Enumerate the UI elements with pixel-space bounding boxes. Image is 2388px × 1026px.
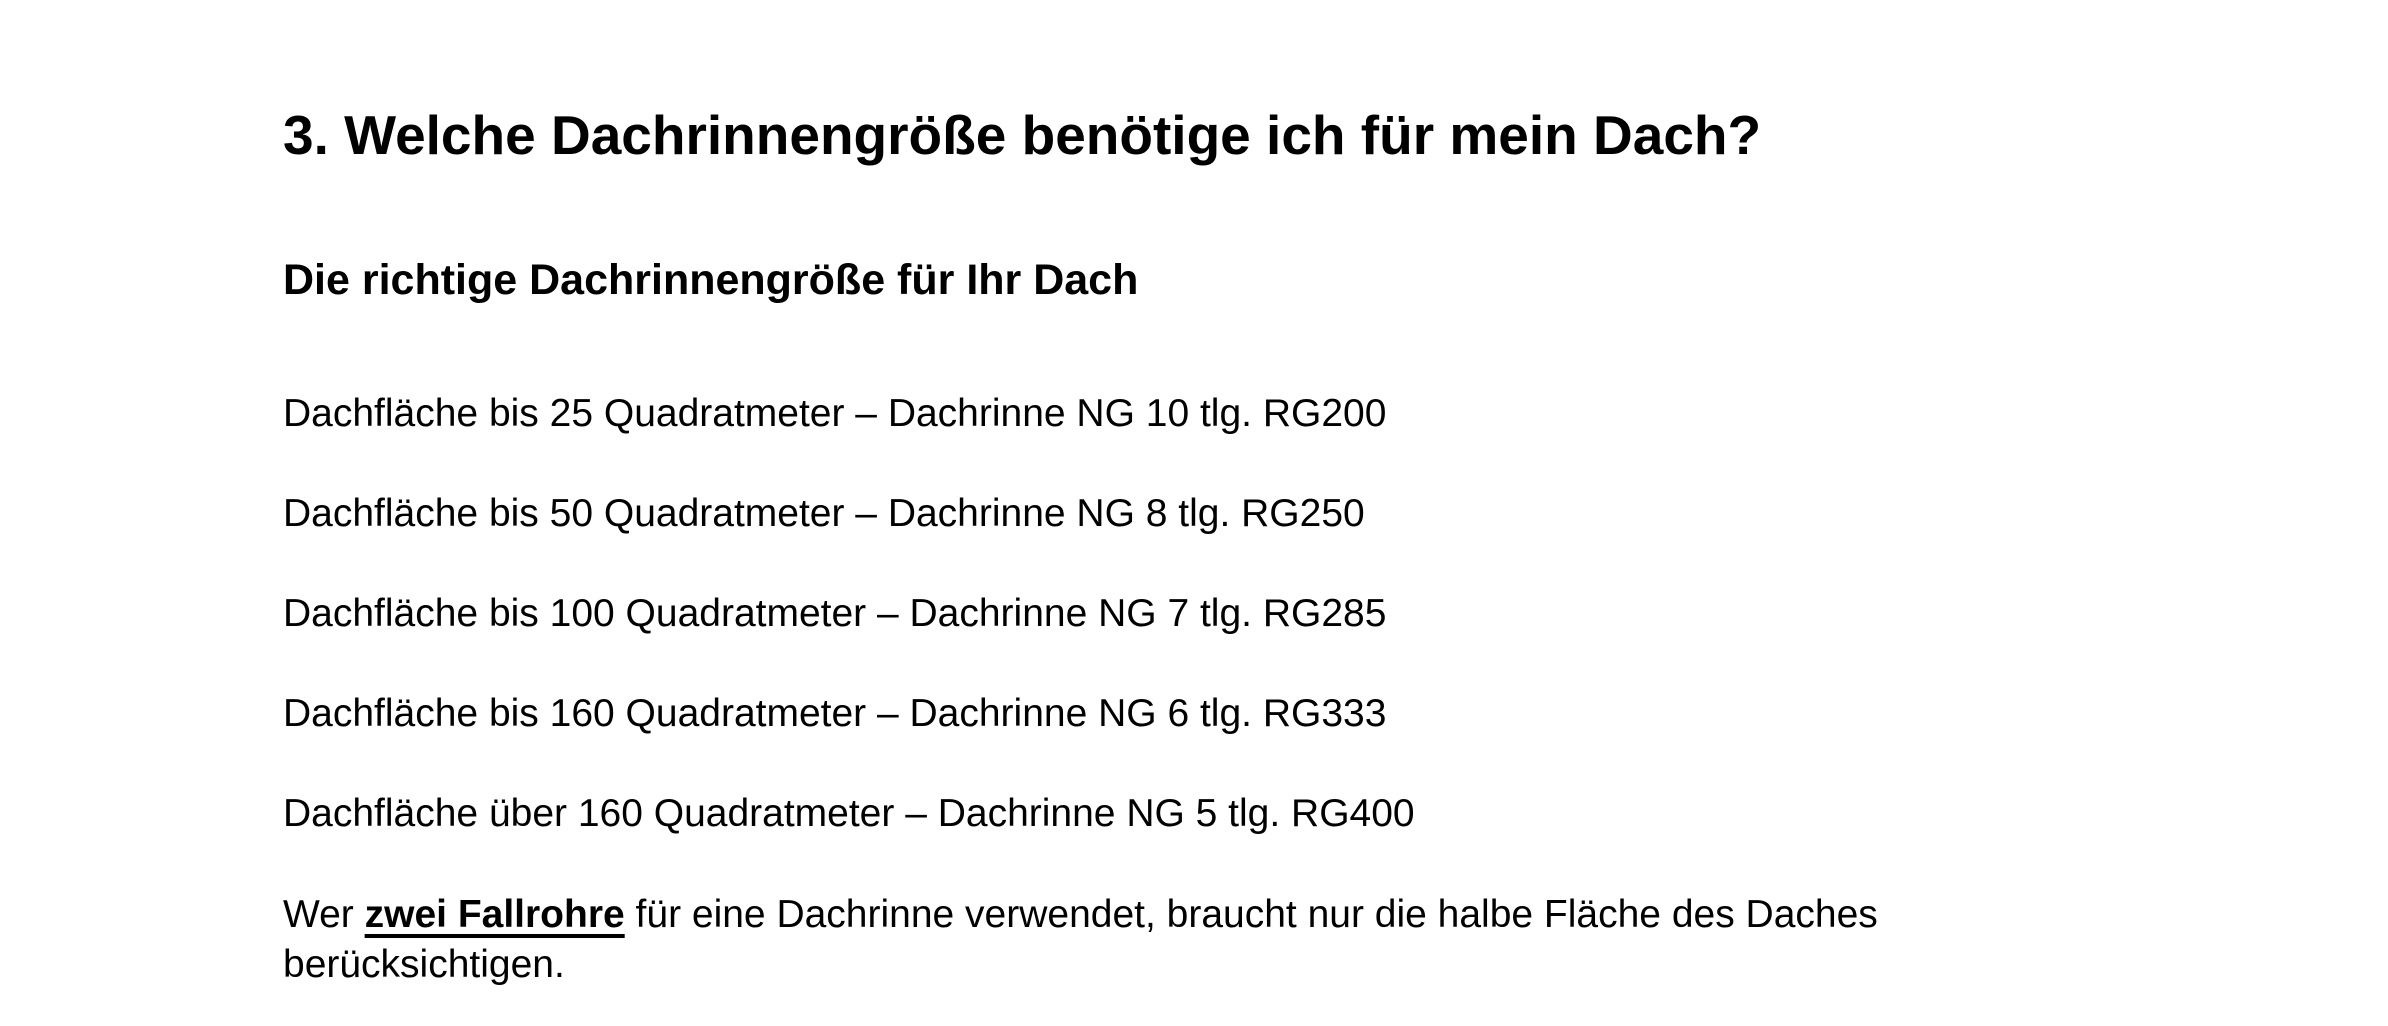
note-suffix: für eine Dachrinne verwendet, braucht nur die halbe Fläche des Daches berücksichtigen.: [283, 893, 1878, 986]
gutter-size-line-over160qm: Dachfläche über 160 Quadratmeter – Dachrinne NG 5 tlg. RG400: [283, 792, 1415, 835]
subheading: Die richtige Dachrinnengröße für Ihr Dach: [283, 256, 1139, 304]
note-emphasis-zwei-fallrohre: zwei Fallrohre: [364, 893, 625, 936]
note-prefix: Wer: [283, 893, 365, 936]
gutter-size-line-50qm: Dachfläche bis 50 Quadratmeter – Dachrinne NG 8 tlg. RG250: [283, 492, 1365, 535]
gutter-size-line-25qm: Dachfläche bis 25 Quadratmeter – Dachrinne NG 10 tlg. RG200: [283, 392, 1387, 435]
gutter-size-line-160qm: Dachfläche bis 160 Quadratmeter – Dachrinne NG 6 tlg. RG333: [283, 692, 1387, 735]
section-heading: 3. Welche Dachrinnengröße benötige ich für mein Dach?: [283, 104, 1762, 166]
gutter-size-line-100qm: Dachfläche bis 100 Quadratmeter – Dachrinne NG 7 tlg. RG285: [283, 592, 1387, 635]
note-paragraph: [283, 890, 2043, 990]
